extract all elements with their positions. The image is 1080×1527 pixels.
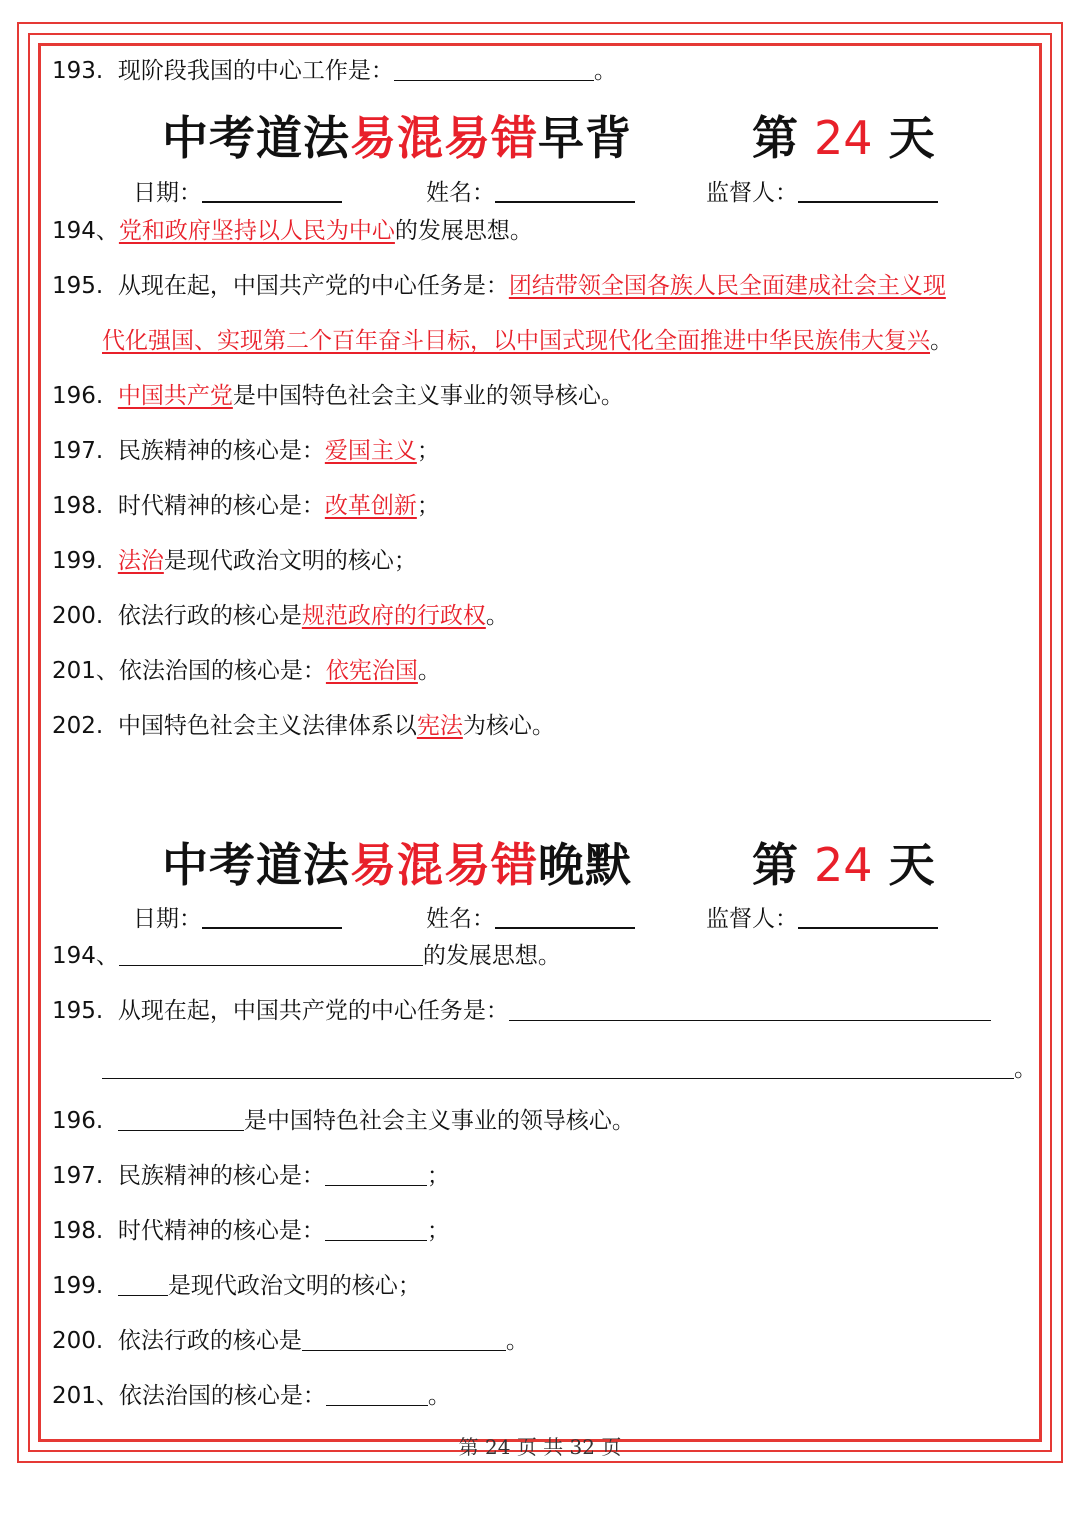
evening-item-194 bbox=[52, 941, 561, 971]
name-label: 姓名： bbox=[426, 906, 495, 932]
answer-blank[interactable] bbox=[326, 1383, 428, 1406]
answer-text: 爱国主义 bbox=[324, 438, 417, 464]
item-end: ； bbox=[426, 1163, 450, 1189]
item-end: 。 bbox=[1014, 1056, 1037, 1082]
item-number: 199. bbox=[52, 1273, 104, 1299]
supervisor-label: 监督人： bbox=[706, 180, 798, 206]
answer-text: 宪法 bbox=[416, 713, 463, 739]
item-text: 的发展思想。 bbox=[422, 943, 561, 969]
day-number: 24 bbox=[814, 111, 873, 165]
evening-title bbox=[162, 837, 632, 893]
answer-blank[interactable] bbox=[119, 943, 423, 966]
answer-blank[interactable] bbox=[102, 1056, 1014, 1079]
answer-blank[interactable] bbox=[325, 1218, 427, 1241]
evening-item-195-cont bbox=[102, 1054, 1037, 1084]
item-number: 201、 bbox=[52, 658, 119, 684]
item-text: 依法行政的核心是 bbox=[117, 1328, 302, 1354]
item-number: 197. bbox=[52, 1163, 104, 1189]
answer-text: 中国共产党 bbox=[117, 383, 233, 409]
item-text: 中国特色社会主义法律体系以 bbox=[117, 713, 417, 739]
title-part: 晚默 bbox=[538, 838, 632, 892]
item-end: ； bbox=[416, 493, 440, 519]
item-end: 。 bbox=[593, 58, 617, 84]
morning-item-197 bbox=[52, 436, 440, 466]
morning-item-194 bbox=[52, 216, 533, 246]
answer-text: 法治 bbox=[117, 548, 164, 574]
morning-item-200 bbox=[52, 601, 509, 631]
item-text: 依法行政的核心是 bbox=[117, 603, 302, 629]
item-number: 200. bbox=[52, 603, 104, 629]
evening-item-198 bbox=[52, 1216, 450, 1246]
item-text: 是中国特色社会主义事业的领导核心。 bbox=[243, 1108, 635, 1134]
answer-blank[interactable] bbox=[118, 1108, 244, 1131]
morning-item-199 bbox=[52, 546, 417, 576]
item-number: 193. bbox=[52, 58, 104, 84]
morning-item-202 bbox=[52, 711, 555, 741]
title-highlight: 易混易错 bbox=[350, 111, 538, 165]
answer-blank[interactable] bbox=[118, 1273, 168, 1296]
evening-name-field bbox=[426, 904, 635, 934]
date-input[interactable] bbox=[202, 905, 342, 929]
answer-text: 党和政府坚持以人民为中心 bbox=[118, 218, 395, 244]
day-number: 24 bbox=[814, 838, 873, 892]
morning-day bbox=[752, 110, 935, 166]
item-text: 现阶段我国的中心工作是： bbox=[117, 58, 394, 84]
item-number: 196. bbox=[52, 383, 104, 409]
evening-item-197 bbox=[52, 1161, 450, 1191]
evening-day bbox=[752, 837, 935, 893]
answer-blank[interactable] bbox=[394, 58, 594, 81]
evening-item-196 bbox=[52, 1106, 635, 1136]
item-end: 。 bbox=[485, 603, 509, 629]
supervisor-input[interactable] bbox=[798, 905, 938, 929]
morning-item-196 bbox=[52, 381, 624, 411]
evening-item-199 bbox=[52, 1271, 421, 1301]
morning-supervisor-field bbox=[706, 178, 938, 208]
item-text: 时代精神的核心是： bbox=[117, 493, 325, 519]
item-end: 。 bbox=[427, 1383, 451, 1409]
date-label: 日期： bbox=[133, 906, 202, 932]
item-end: ； bbox=[416, 438, 440, 464]
item-number: 194、 bbox=[52, 218, 119, 244]
day-prefix: 第 bbox=[752, 111, 798, 165]
title-part: 早背 bbox=[538, 111, 632, 165]
item-number: 195. bbox=[52, 273, 104, 299]
item-text: 依法治国的核心是： bbox=[118, 658, 326, 684]
item-text: 为核心。 bbox=[462, 713, 555, 739]
day-suffix: 天 bbox=[888, 111, 935, 165]
item-number: 200. bbox=[52, 1328, 104, 1354]
item-end: ； bbox=[426, 1218, 450, 1244]
item-number: 199. bbox=[52, 548, 104, 574]
item-end: 。 bbox=[505, 1328, 529, 1354]
morning-title bbox=[162, 110, 632, 166]
item-number: 194、 bbox=[52, 943, 119, 969]
title-part: 中考道法 bbox=[162, 111, 350, 165]
date-input[interactable] bbox=[202, 179, 342, 203]
name-label: 姓名： bbox=[426, 180, 495, 206]
item-193 bbox=[52, 56, 617, 86]
item-number: 201、 bbox=[52, 1383, 119, 1409]
evening-item-201 bbox=[52, 1381, 451, 1411]
item-text: 是现代政治文明的核心； bbox=[167, 1273, 421, 1299]
item-end: 。 bbox=[930, 328, 953, 354]
item-number: 198. bbox=[52, 493, 104, 519]
name-input[interactable] bbox=[495, 905, 635, 929]
evening-date-field bbox=[133, 904, 342, 934]
item-text: 的发展思想。 bbox=[394, 218, 533, 244]
answer-text: 代化强国、实现第二个百年奋斗目标，以中国式现代化全面推进中华民族伟大复兴 bbox=[102, 328, 930, 354]
item-text: 从现在起，中国共产党的中心任务是： bbox=[117, 998, 509, 1024]
item-text: 时代精神的核心是： bbox=[117, 1218, 325, 1244]
item-number: 202. bbox=[52, 713, 104, 739]
title-part: 中考道法 bbox=[162, 838, 350, 892]
answer-text: 规范政府的行政权 bbox=[301, 603, 486, 629]
answer-blank[interactable] bbox=[302, 1328, 506, 1351]
item-text: 从现在起，中国共产党的中心任务是： bbox=[117, 273, 509, 299]
item-text: 是中国特色社会主义事业的领导核心。 bbox=[232, 383, 624, 409]
page-footer: 第 24 页 共 32 页 bbox=[458, 1435, 622, 1459]
item-text: 民族精神的核心是： bbox=[117, 1163, 325, 1189]
item-number: 198. bbox=[52, 1218, 104, 1244]
answer-blank[interactable] bbox=[325, 1163, 427, 1186]
item-number: 197. bbox=[52, 438, 104, 464]
date-label: 日期： bbox=[133, 180, 202, 206]
day-suffix: 天 bbox=[888, 838, 935, 892]
morning-item-201 bbox=[52, 656, 441, 686]
item-text: 是现代政治文明的核心； bbox=[163, 548, 417, 574]
answer-text: 依宪治国 bbox=[325, 658, 418, 684]
answer-text: 改革创新 bbox=[324, 493, 417, 519]
supervisor-input[interactable] bbox=[798, 179, 938, 203]
evening-item-200 bbox=[52, 1326, 529, 1356]
morning-item-195-cont bbox=[102, 326, 953, 356]
item-number: 195. bbox=[52, 998, 104, 1024]
supervisor-label: 监督人： bbox=[706, 906, 798, 932]
morning-item-198 bbox=[52, 491, 440, 521]
item-text: 民族精神的核心是： bbox=[117, 438, 325, 464]
title-highlight: 易混易错 bbox=[350, 838, 538, 892]
item-number: 196. bbox=[52, 1108, 104, 1134]
morning-name-field bbox=[426, 178, 635, 208]
answer-blank[interactable] bbox=[509, 998, 991, 1021]
name-input[interactable] bbox=[495, 179, 635, 203]
day-prefix: 第 bbox=[752, 838, 798, 892]
morning-item-195 bbox=[52, 271, 946, 301]
answer-text: 团结带领全国各族人民全面建成社会主义现 bbox=[508, 273, 946, 299]
item-text: 依法治国的核心是： bbox=[118, 1383, 326, 1409]
evening-supervisor-field bbox=[706, 904, 938, 934]
morning-date-field bbox=[133, 178, 342, 208]
evening-item-195 bbox=[52, 996, 991, 1026]
item-end: 。 bbox=[417, 658, 441, 684]
